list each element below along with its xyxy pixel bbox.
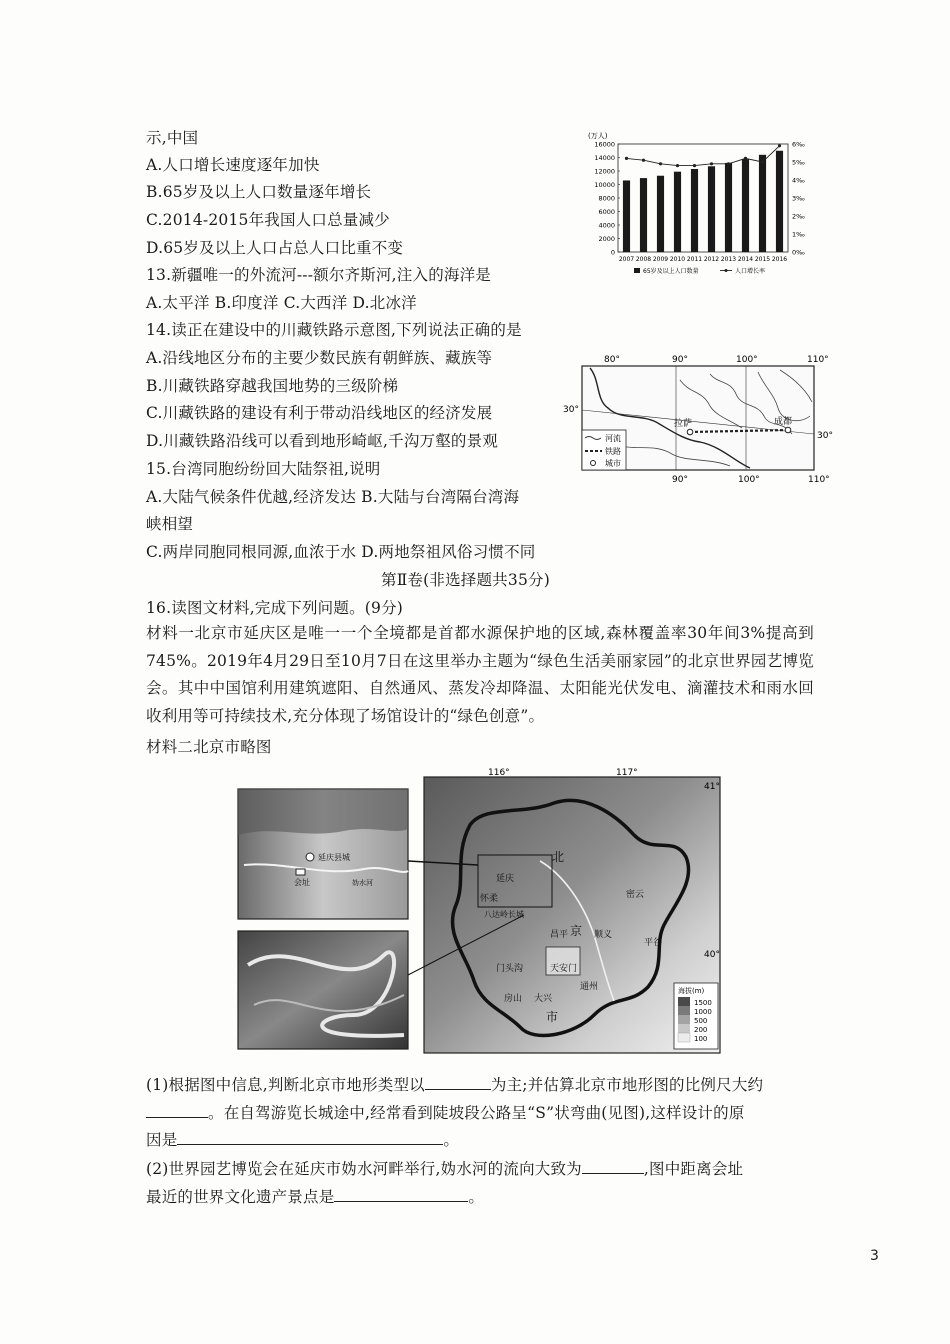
chart-y-right-tick: 6‰ bbox=[792, 140, 805, 149]
chart-x-tick-2008: 2008 bbox=[635, 256, 652, 263]
chart-y-left-tick: 14000 bbox=[594, 154, 615, 162]
label-yanqing: 延庆 bbox=[496, 874, 515, 884]
label-tiananmen: 天安门 bbox=[550, 964, 578, 974]
chart-y-right-tick: 1‰ bbox=[792, 230, 805, 239]
chart-y-right-tick: 4‰ bbox=[792, 176, 805, 185]
lon-top-90: 90° bbox=[672, 355, 688, 365]
chart-growth-point-2008 bbox=[642, 159, 645, 162]
chart-legend-line-label: 人口增长率 bbox=[735, 268, 766, 275]
chart-x-tick-2007: 2007 bbox=[618, 256, 635, 263]
expo-site-label: 会址 bbox=[294, 878, 310, 887]
lon-116-label: 116° bbox=[488, 768, 510, 778]
chart-bar-2012 bbox=[708, 166, 715, 252]
q12-option-d: D.65岁及以上人口占总人口比重不变 bbox=[146, 239, 404, 257]
q16-part1-text-a: (1)根据图中信息,判断北京市地形类型以 bbox=[146, 1076, 425, 1094]
chart-bar-2008 bbox=[640, 178, 647, 252]
q12-stem-tail: 示,中国 bbox=[146, 129, 199, 147]
chart-legend-bar-label: 65岁及以上人口数量 bbox=[643, 268, 699, 275]
lon-bottom-100: 100° bbox=[738, 475, 760, 485]
label-tongzhou: 通州 bbox=[580, 982, 599, 992]
chart-x-tick-2010: 2010 bbox=[669, 256, 686, 263]
chart-growth-point-2007 bbox=[625, 157, 628, 160]
q16-part2-line1 bbox=[146, 1157, 743, 1179]
legend-city-symbol bbox=[591, 461, 596, 466]
chart-y-left-tick: 12000 bbox=[594, 167, 615, 176]
lat-41-label: 41° bbox=[704, 782, 720, 792]
lon-top-100: 100° bbox=[736, 355, 758, 365]
elevation-level-4: 200 bbox=[694, 1026, 708, 1034]
q12-option-c: C.2014-2015年我国人口总量减少 bbox=[146, 211, 390, 229]
q15-stem: 15.台湾同胞纷纷回大陆祭祖,说明 bbox=[146, 460, 381, 478]
label-huairou: 怀柔 bbox=[480, 894, 499, 904]
q16-part1-line2 bbox=[146, 1101, 745, 1123]
chart-legend-bar-symbol bbox=[634, 268, 640, 273]
beijing-map-figure bbox=[234, 765, 726, 1057]
q16-part2-line2 bbox=[146, 1185, 484, 1207]
elevation-legend bbox=[674, 983, 718, 1049]
q16-blank-terrain[interactable] bbox=[425, 1073, 491, 1090]
q16-part2-text-c: 最近的世界文化遗产景点是 bbox=[146, 1188, 335, 1206]
chart-growth-point-2010 bbox=[676, 164, 679, 167]
chart-y-left-tick: 0 bbox=[610, 248, 615, 257]
label-badaling: 八达岭长城 bbox=[484, 910, 524, 919]
chart-bar-2016 bbox=[776, 151, 783, 252]
label-changping: 昌平 bbox=[550, 930, 569, 940]
q16-part2-text-b: ,图中距离会址 bbox=[643, 1160, 744, 1178]
chart-x-tick-2013: 2013 bbox=[720, 256, 737, 263]
q16-part1-line1 bbox=[146, 1073, 763, 1095]
chart-bar-2011 bbox=[691, 169, 698, 252]
chart-y-left-tick: 4000 bbox=[598, 221, 615, 230]
yanqing-county-marker bbox=[306, 853, 314, 861]
chart-bar-2007 bbox=[623, 180, 630, 252]
chart-y-left-tick: 6000 bbox=[598, 208, 615, 216]
legend-city-label: 城市 bbox=[605, 459, 621, 468]
chart-x-tick-2015: 2015 bbox=[754, 256, 771, 263]
q12-option-a: A.人口增长速度逐年加快 bbox=[146, 156, 320, 174]
q16-part2-text-a: (2)世界园艺博览会在延庆市妫水河畔举行,妫水河的流向大致为 bbox=[146, 1160, 582, 1178]
q16-blank-heritage-site[interactable] bbox=[334, 1185, 468, 1202]
chart-y-right-tick: 3‰ bbox=[792, 194, 805, 203]
q16-part1-text-c: 。在自驾游览长城途中,经常看到陡坡段公路呈“S”状弯曲(见图),这样设计的原 bbox=[208, 1104, 745, 1122]
lon-top-80: 80° bbox=[604, 355, 620, 365]
q13-options: A.太平洋 B.印度洋 C.大西洋 D.北冰洋 bbox=[146, 294, 417, 312]
q14-option-c: C.川藏铁路的建设有利于带动沿线地区的经济发展 bbox=[146, 404, 493, 422]
sichuan-tibet-railway-map bbox=[560, 350, 835, 485]
chart-y-left-tick: 8000 bbox=[598, 194, 615, 203]
chart-y-right-tick: 5‰ bbox=[792, 158, 805, 167]
q16-part2-text-d: 。 bbox=[468, 1188, 485, 1206]
q14-option-a: A.沿线地区分布的主要少数民族有朝鲜族、藏族等 bbox=[146, 349, 493, 367]
city-chengdu-label: 成都 bbox=[774, 417, 793, 427]
elevation-legend-title: 海拔(m) bbox=[678, 987, 705, 995]
chart-bar-2014 bbox=[742, 159, 749, 252]
q16-blank-reason[interactable] bbox=[177, 1128, 443, 1145]
chart-y-unit: (万人) bbox=[588, 132, 608, 140]
chart-growth-point-2011 bbox=[693, 164, 696, 167]
label-pinggu: 平谷 bbox=[644, 938, 663, 948]
population-chart bbox=[582, 130, 822, 285]
chart-y-left-tick: 16000 bbox=[594, 140, 615, 149]
label-miyun: 密云 bbox=[626, 890, 645, 900]
elevation-level-1: 1500 bbox=[694, 999, 712, 1007]
chart-x-tick-2009: 2009 bbox=[652, 256, 669, 263]
chart-x-tick-2016: 2016 bbox=[771, 256, 788, 263]
q13-stem: 13.新疆唯一的外流河---额尔齐斯河,注入的海洋是 bbox=[146, 266, 491, 284]
q16-part1-text-d: 因是 bbox=[146, 1131, 178, 1149]
lon-top-110: 110° bbox=[807, 355, 829, 365]
city-lhasa-label: 拉萨 bbox=[674, 419, 693, 429]
lat-right-30: 30° bbox=[817, 431, 833, 441]
chart-bar-2009 bbox=[657, 176, 664, 252]
chart-y-right-tick: 2‰ bbox=[792, 212, 805, 221]
label-shunyi: 顺义 bbox=[594, 930, 613, 940]
q14-option-d: D.川藏铁路沿线可以看到地形崎岖,千沟万壑的景观 bbox=[146, 432, 499, 450]
chart-growth-line bbox=[627, 146, 780, 166]
q16-material-1: 材料一北京市延庆区是唯一一个全境都是首都水源保护地的区域,森林覆盖率30年间3%提高到745%。2019年4月29日至10月7日在这里举办主题为“绿色生活美丽家园”的北京世界园艺博览会。其中中国馆利用建筑遮阳、自然通风、蒸发冷却降温、太阳能光伏发电、滴灌技术和雨水回收利用等可持续技术,充分体现了场馆设计的“绿色创意”。 bbox=[146, 624, 814, 725]
elevation-level-5: 100 bbox=[694, 1035, 708, 1043]
lon-bottom-90: 90° bbox=[672, 475, 688, 485]
q15-options-line3: C.两岸同胞同根同源,血浓于水 D.两地祭祖风俗习惯不同 bbox=[146, 543, 536, 561]
label-north: 北 bbox=[552, 850, 565, 864]
page-number: 3 bbox=[870, 1248, 879, 1264]
label-jing: 京 bbox=[570, 924, 583, 938]
expo-site-marker bbox=[296, 869, 305, 875]
q16-blank-scale[interactable] bbox=[146, 1101, 208, 1118]
chart-bar-2015 bbox=[759, 155, 766, 252]
chart-growth-point-2016 bbox=[778, 144, 781, 147]
guishui-river-label: 妫水河 bbox=[352, 879, 373, 887]
q15-options-line1: A.大陆气候条件优越,经济发达 B.大陆与台湾隔台湾海 bbox=[146, 488, 520, 506]
q14-stem: 14.读正在建设中的川藏铁路示意图,下列说法正确的是 bbox=[146, 321, 522, 339]
lon-117-label: 117° bbox=[616, 768, 638, 778]
label-daxing: 大兴 bbox=[534, 994, 553, 1004]
chart-x-tick-2011: 2011 bbox=[686, 256, 703, 263]
chart-y-right-tick: 0‰ bbox=[792, 248, 805, 257]
legend-rail-label: 铁路 bbox=[605, 447, 621, 456]
chart-x-tick-2014: 2014 bbox=[737, 256, 754, 263]
q16-part1-text-e: 。 bbox=[443, 1131, 460, 1149]
label-mentougou: 门头沟 bbox=[496, 964, 524, 974]
chart-growth-point-2014 bbox=[744, 157, 747, 160]
q14-option-b: B.川藏铁路穿越我国地势的三级阶梯 bbox=[146, 377, 399, 395]
q16-stem: 16.读图文材料,完成下列问题。(9分) bbox=[146, 599, 404, 617]
chart-growth-point-2013 bbox=[727, 162, 730, 165]
city-lhasa-marker bbox=[687, 429, 693, 435]
chart-growth-point-2015 bbox=[761, 160, 764, 163]
s-road-photo bbox=[238, 931, 408, 1049]
inset-mountain-area bbox=[238, 789, 408, 835]
section-2-heading: 第Ⅱ卷(非选择题共35分) bbox=[381, 571, 550, 589]
chart-bar-2013 bbox=[725, 163, 732, 252]
chart-y-left-tick: 10000 bbox=[594, 181, 615, 189]
yanqing-county-label: 延庆县城 bbox=[318, 853, 350, 862]
q12-option-b: B.65岁及以上人口数量逐年增长 bbox=[146, 183, 372, 201]
q16-blank-flow-direction[interactable] bbox=[582, 1157, 644, 1174]
q15-options-line2: 峡相望 bbox=[146, 515, 194, 533]
chart-growth-point-2009 bbox=[659, 162, 662, 165]
city-chengdu-marker bbox=[785, 427, 791, 433]
elevation-level-3: 500 bbox=[694, 1017, 708, 1025]
q16-part1-line3 bbox=[146, 1128, 459, 1150]
chart-bar-2010 bbox=[674, 172, 681, 252]
elevation-level-2: 1000 bbox=[694, 1008, 712, 1016]
chart-y-left-tick: 2000 bbox=[598, 235, 615, 243]
label-shi: 市 bbox=[546, 1010, 559, 1024]
chart-growth-point-2012 bbox=[710, 162, 713, 165]
lat-40-label: 40° bbox=[704, 950, 720, 960]
lon-bottom-110: 110° bbox=[808, 475, 830, 485]
chart-legend-line-dot bbox=[725, 269, 728, 272]
q16-part1-text-b: 为主;并估算北京市地形图的比例尺大约 bbox=[490, 1076, 764, 1094]
legend-river-label: 河流 bbox=[605, 434, 621, 443]
chart-x-tick-2012: 2012 bbox=[703, 256, 720, 263]
q16-material-2: 材料二北京市略图 bbox=[146, 738, 272, 756]
lat-left-30: 30° bbox=[563, 405, 579, 415]
label-fangshan: 房山 bbox=[504, 994, 523, 1004]
